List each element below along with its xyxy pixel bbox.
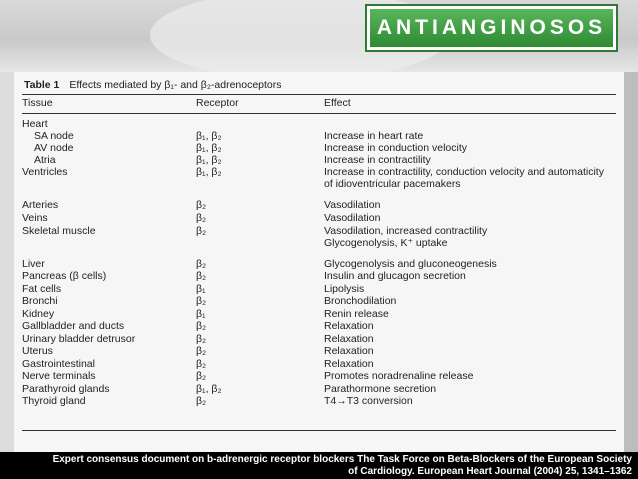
- receptor-cell: β₂: [196, 199, 207, 211]
- table-row: [14, 199, 624, 212]
- background-right-edge: [624, 72, 638, 452]
- effect-cell: Relaxation: [324, 345, 374, 357]
- effect-cell: Renin release: [324, 308, 389, 320]
- tissue-cell: Liver: [22, 258, 45, 270]
- tissue-cell: Fat cells: [22, 283, 62, 295]
- table-top-rule: [22, 94, 616, 95]
- effect-cell: Parathormone secretion: [324, 383, 437, 395]
- effect-cell: T4→T3 conversion: [324, 395, 413, 407]
- receptor-cell: β₂: [196, 225, 207, 237]
- tissue-cell: Atria: [34, 154, 56, 166]
- banner-title: ANTIANGINOSOS: [376, 16, 607, 39]
- tissue-cell: Thyroid gland: [22, 395, 86, 407]
- receptor-cell: β₂: [196, 345, 207, 357]
- effect-cell: Vasodilation: [324, 212, 381, 224]
- table-row: [14, 178, 624, 191]
- table-row: [14, 295, 624, 308]
- tissue-cell: SA node: [34, 130, 74, 142]
- citation-line-1: Expert consensus document on b-adrenergic receptor blockers The Task Force on Beta-Blockers of the European Society: [52, 454, 632, 465]
- tissue-cell: AV node: [34, 142, 74, 154]
- table-row: [14, 270, 624, 283]
- effect-cell: Vasodilation: [324, 199, 381, 211]
- tissue-cell: Ventricles: [22, 166, 68, 178]
- effect-cell: Relaxation: [324, 358, 374, 370]
- receptor-cell: β₂: [196, 395, 207, 407]
- tissue-cell: Kidney: [22, 308, 55, 320]
- table-row: [14, 237, 624, 250]
- receptor-cell: β₂: [196, 370, 207, 382]
- tissue-cell: Gastrointestinal: [22, 358, 95, 370]
- tissue-cell: Uterus: [22, 345, 53, 357]
- receptor-cell: β₂: [196, 212, 207, 224]
- receptor-cell: β₁: [196, 308, 206, 320]
- receptor-cell: β₂: [196, 270, 207, 282]
- receptor-cell: β₁, β₂: [196, 166, 222, 178]
- title-banner: [367, 6, 616, 50]
- tissue-cell: Pancreas (β cells): [22, 270, 107, 282]
- receptor-cell: β₁, β₂: [196, 154, 222, 166]
- receptor-cell: β₁, β₂: [196, 142, 222, 154]
- effect-cell: Bronchodilation: [324, 295, 397, 307]
- header-tissue: Tissue: [22, 97, 53, 109]
- table-row: [14, 395, 624, 408]
- tissue-cell: Arteries: [22, 199, 59, 211]
- citation-footer: [0, 452, 638, 479]
- table-header-rule: [22, 113, 616, 114]
- citation-line-2: of Cardiology. European Heart Journal (2004) 25, 1341–1362: [348, 466, 632, 477]
- background-left-edge: [0, 72, 14, 452]
- tissue-cell: Urinary bladder detrusor: [22, 333, 136, 345]
- effect-cell: Increase in heart rate: [324, 130, 424, 142]
- effect-cell: Increase in contractility, conduction velocity and automaticity: [324, 166, 604, 178]
- receptor-cell: β₂: [196, 295, 207, 307]
- table-row: [14, 212, 624, 225]
- table-label: Table 1: [24, 79, 60, 91]
- receptor-cell: β₂: [196, 358, 207, 370]
- table-panel: [14, 72, 624, 452]
- effect-cell: Insulin and glucagon secretion: [324, 270, 466, 282]
- header-receptor: Receptor: [196, 97, 239, 109]
- receptor-cell: β₁: [196, 283, 206, 295]
- tissue-cell: Bronchi: [22, 295, 58, 307]
- effect-cell: Increase in conduction velocity: [324, 142, 467, 154]
- effect-cell: Increase in contractility: [324, 154, 431, 166]
- effect-cell: Relaxation: [324, 333, 374, 345]
- effect-cell: Glycogenolysis, K⁺ uptake: [324, 237, 448, 249]
- header-effect: Effect: [324, 97, 351, 109]
- receptor-cell: β₂: [196, 320, 207, 332]
- tissue-cell: Nerve terminals: [22, 370, 96, 382]
- effect-cell: of idioventricular pacemakers: [324, 178, 461, 190]
- effect-cell: Promotes noradrenaline release: [324, 370, 474, 382]
- tissue-cell: Gallbladder and ducts: [22, 320, 125, 332]
- receptor-cell: β₁, β₂: [196, 130, 222, 142]
- receptor-cell: β₁, β₂: [196, 383, 222, 395]
- table-bottom-rule: [22, 430, 616, 431]
- receptor-cell: β₂: [196, 333, 207, 345]
- receptor-cell: β₂: [196, 258, 207, 270]
- tissue-cell: Heart: [22, 118, 48, 130]
- tissue-cell: Veins: [22, 212, 48, 224]
- effect-cell: Relaxation: [324, 320, 374, 332]
- table-title: Effects mediated by β₁- and β₂-adrenoceptors: [69, 79, 282, 91]
- effect-cell: Vasodilation, increased contractility: [324, 225, 488, 237]
- table-row: [14, 345, 624, 358]
- tissue-cell: Parathyroid glands: [22, 383, 110, 395]
- tissue-cell: Skeletal muscle: [22, 225, 96, 237]
- table-row: [14, 370, 624, 383]
- table-row: [14, 320, 624, 333]
- table-caption: [24, 79, 282, 91]
- effect-cell: Lipolysis: [324, 283, 365, 295]
- effect-cell: Glycogenolysis and gluconeogenesis: [324, 258, 497, 270]
